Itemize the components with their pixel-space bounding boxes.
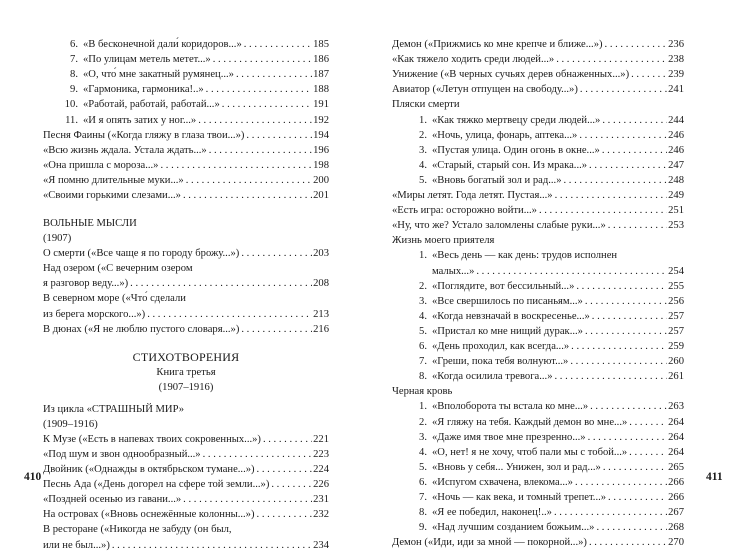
toc-entry-number: 2.: [419, 129, 427, 141]
leader-dots: [554, 505, 667, 520]
toc-entry: [43, 307, 329, 322]
toc-entry: [392, 203, 684, 218]
toc-page-number: 232: [313, 509, 329, 521]
toc-entry-title: «Своими горькими слезами...»: [43, 190, 181, 201]
leader-dots: [629, 415, 667, 430]
leader-dots: [564, 173, 668, 188]
leader-dots: [257, 462, 313, 477]
toc-entry-title: «В бесконечной дали́ коридоров...»: [83, 39, 242, 50]
toc-entry-number: 3.: [419, 295, 427, 307]
toc-page-number: 236: [668, 39, 684, 50]
leader-dots: [603, 460, 667, 475]
toc-entry: [43, 37, 329, 52]
toc-page-number: 257: [668, 310, 684, 322]
leader-dots: [579, 128, 667, 143]
toc-heading: [392, 97, 684, 112]
toc-page-number: 259: [668, 341, 684, 352]
toc-entry-title: «Поглядите, вот бессильный...»: [432, 280, 575, 292]
toc-entry-title: «Работай, работай, работай...»: [83, 99, 220, 111]
toc-heading-text: Пляски смерти: [392, 99, 460, 111]
toc-page-number: 247: [668, 159, 684, 171]
toc-entry-title: «Ночь, улица, фонарь, аптека...»: [432, 129, 578, 141]
leader-dots: [244, 37, 312, 52]
leader-dots: [241, 246, 312, 261]
toc-entry-title: Песнь Ада («День догорел на сфере той земли...»): [43, 479, 270, 491]
toc-page-number: 256: [668, 295, 684, 307]
toc-entry-title: Авиатор («Летун отпущен на свободу...»): [392, 84, 578, 96]
toc-entry-title: «Я помню длительные муки...»: [43, 174, 184, 186]
toc-entry-title: я разговор веду...»): [43, 278, 129, 290]
toc-entry: [43, 158, 329, 173]
toc-entry: [43, 113, 329, 128]
toc-page-number: 192: [313, 114, 329, 126]
leader-dots: [605, 37, 668, 52]
toc-page-number: 188: [313, 84, 329, 96]
toc-entry: [43, 246, 329, 261]
toc-page-number: 270: [668, 537, 684, 549]
toc-page-number: 244: [668, 114, 684, 126]
toc-entry-title: «Под шум и звон однообразный...»: [43, 448, 201, 460]
toc-page-number: 216: [313, 323, 329, 335]
toc-entry-number: 7.: [70, 54, 78, 66]
toc-entry-number: 7.: [419, 356, 427, 368]
toc-heading: [43, 261, 329, 276]
toc-entry: [392, 158, 684, 173]
toc-heading: [43, 522, 329, 537]
leader-dots: [476, 264, 667, 279]
toc-entry: [392, 399, 684, 414]
leader-dots: [183, 492, 312, 507]
toc-entry-number: 8.: [419, 507, 427, 519]
toc-entry-number: 6.: [419, 476, 427, 488]
toc-heading: [43, 231, 329, 246]
toc-page-number: 198: [313, 159, 329, 171]
toc-entry: [392, 67, 684, 82]
toc-entry: [392, 264, 684, 279]
toc-entry-title: «Все свершилось по писаньям...»: [432, 295, 583, 307]
leader-dots: [585, 294, 667, 309]
toc-entry-number: 9.: [419, 522, 427, 534]
toc-entry-title: «Гармоника, гармоника!..»: [83, 84, 204, 96]
toc-page-number: 246: [668, 129, 684, 141]
toc-entry: [43, 447, 329, 462]
leader-dots: [596, 520, 667, 535]
toc-page-number: 213: [313, 308, 329, 320]
leader-dots: [263, 432, 312, 447]
leader-dots: [241, 322, 312, 337]
toc-entry-title: Демон («Иди, иди за мной — покорной...»): [392, 537, 587, 549]
leader-dots: [590, 399, 667, 414]
leader-dots: [203, 447, 313, 462]
toc-entry-title: «Вновь богатый зол и рад...»: [432, 174, 562, 186]
toc-entry-title: «Вновь у себя... Унижен, зол и рад...»: [432, 461, 601, 473]
leader-dots: [589, 158, 667, 173]
section-title: Книга третья: [156, 366, 216, 378]
toc-entry-title: или не был...»): [43, 539, 110, 551]
leader-dots: [556, 52, 667, 67]
toc-page-number: 201: [313, 190, 329, 201]
leader-dots: [222, 97, 312, 112]
leader-dots: [585, 324, 667, 339]
toc-entry-number: 1.: [419, 114, 427, 126]
toc-entry-title: «Всю жизнь ждала. Устала ждать...»: [43, 144, 207, 156]
toc-entry-number: 2.: [419, 280, 427, 292]
toc-page-number: 266: [668, 476, 684, 488]
toc-entry: [392, 460, 684, 475]
toc-page-number: 191: [313, 99, 329, 111]
leader-dots: [629, 445, 667, 460]
toc-entry-title: «Греши, пока тебя волнуют...»: [432, 356, 569, 368]
toc-entry-title: «Ночь — как века, и томный трепет...»: [432, 492, 607, 503]
toc-entry-number: 3.: [419, 144, 427, 156]
toc-entry-title: «Ну, что же? Устало заломлены слабые руки...»: [392, 220, 606, 232]
toc-page-number: 268: [668, 522, 684, 534]
toc-entry-title: «Испугом схвачена, влекома...»: [432, 476, 573, 488]
toc-entry: [392, 173, 684, 188]
toc-entry: [392, 218, 684, 233]
toc-entry: [392, 505, 684, 520]
toc-entry-title: «Я гляжу на тебя. Каждый демон во мне...»: [432, 416, 628, 428]
leader-dots: [271, 477, 312, 492]
toc-entry-title: «Поздней осенью из гавани...»: [43, 494, 182, 506]
toc-page-number: 241: [668, 84, 684, 96]
toc-entry: [43, 82, 329, 97]
toc-heading-text: Жизнь моего приятеля: [392, 235, 495, 247]
toc-entry: [43, 52, 329, 67]
toc-entry: [392, 324, 684, 339]
toc-entry-title: «Вполоборота ты встала ко мне...»: [432, 401, 589, 413]
leader-dots: [539, 203, 667, 218]
toc-entry: [392, 279, 684, 294]
toc-page-number: 196: [313, 144, 329, 156]
toc-page-number: 266: [668, 492, 684, 503]
toc-entry-title: «Миры летят. Года летят. Пустая...»: [392, 190, 553, 201]
toc-entry-number: 8.: [419, 371, 427, 383]
toc-heading-text: Из цикла «СТРАШНЫЙ МИР»: [43, 403, 185, 415]
toc-page-number: 226: [313, 479, 329, 491]
leader-dots: [236, 67, 312, 82]
toc-entry-number: 1.: [419, 401, 427, 413]
toc-page-number: 263: [668, 401, 684, 413]
toc-entry-number: 8.: [70, 69, 78, 81]
toc-entry-number: 3.: [419, 431, 427, 443]
section-title: СТИХОТВОРЕНИЯ: [132, 349, 240, 364]
toc-entry: [43, 188, 329, 203]
toc-entry: [392, 475, 684, 490]
toc-entry-number: 11.: [65, 114, 78, 126]
toc-page-number: 261: [668, 371, 684, 383]
leader-dots: [608, 490, 667, 505]
toc-entry-number: 4.: [419, 310, 427, 322]
leader-dots: [608, 218, 667, 233]
toc-entry-title: «Пристал ко мне нищий дурак...»: [432, 325, 583, 337]
toc-page-number: 239: [668, 69, 684, 81]
toc-entry: [392, 535, 684, 550]
toc-entry-title: малых...»: [432, 265, 475, 277]
toc-entry-title: «Есть игра: осторожно войти...»: [392, 205, 537, 217]
leader-dots: [186, 173, 312, 188]
toc-entry: [43, 173, 329, 188]
toc-page-number: 234: [313, 539, 329, 551]
toc-entry-number: 1.: [419, 250, 427, 262]
toc-entry: [43, 538, 329, 553]
toc-entry-title: О смерти («Все чаще я по городу брожу...»): [43, 248, 240, 260]
toc-page-number: 203: [313, 248, 329, 260]
leader-dots: [160, 158, 312, 173]
leader-dots: [147, 307, 312, 322]
toc-entry-title: «О, нет! я не хочу, чтоб пали мы с тобой...»: [432, 446, 628, 458]
toc-entry-title: «День проходил, как всегда...»: [432, 341, 570, 352]
toc-heading-text: «Весь день — как день: трудов исполнен: [432, 250, 618, 262]
toc-entry-title: «И я опять затих у ног...»: [83, 114, 197, 126]
toc-entry: [392, 309, 684, 324]
leader-dots: [602, 143, 667, 158]
toc-page-number: 264: [668, 446, 684, 458]
toc-entry: [43, 322, 329, 337]
toc-entry-title: «Как тяжко мертвецу среди людей...»: [432, 114, 601, 126]
toc-entry-title: «Она пришла с мороза...»: [43, 159, 159, 171]
toc-entry-number: 4.: [419, 446, 427, 458]
leader-dots: [570, 354, 667, 369]
toc-entry: [43, 143, 329, 158]
toc-entry: [392, 339, 684, 354]
left-page-number: 410: [24, 471, 42, 483]
leader-dots: [130, 276, 312, 291]
toc-heading-text: (1907): [43, 233, 72, 245]
toc-entry: [392, 430, 684, 445]
toc-heading: [392, 384, 684, 399]
toc-entry-title: из берега морского...»): [43, 308, 146, 320]
toc-entry: [43, 276, 329, 291]
leader-dots: [246, 128, 312, 143]
toc-page-number: 264: [668, 416, 684, 428]
leader-dots: [631, 67, 667, 82]
toc-page-number: 253: [668, 220, 684, 232]
toc-page-number: 231: [313, 494, 329, 506]
toc-entry-number: 5.: [419, 174, 427, 186]
toc-page-number: 208: [313, 278, 329, 290]
toc-entry-number: 9.: [70, 84, 78, 96]
toc-entry-title: «Когда осилила тревога...»: [432, 371, 553, 383]
toc-entry: [392, 52, 684, 67]
toc-entry: [43, 477, 329, 492]
leader-dots: [183, 188, 312, 203]
toc-page-number: 200: [313, 174, 329, 186]
leader-dots: [576, 279, 667, 294]
toc-entry-title: Унижение («В черных сучьях дерев обнаженных...»): [392, 69, 630, 81]
toc-heading: [43, 402, 329, 417]
toc-page-number: 255: [668, 280, 684, 292]
toc-page-number: 257: [668, 325, 684, 337]
toc-entry: [392, 490, 684, 505]
toc-entry-title: «Над лучшим созданием божьим...»: [432, 522, 595, 534]
toc-entry: [392, 128, 684, 143]
toc-entry: [392, 369, 684, 384]
toc-page-number: 251: [668, 205, 684, 217]
toc-entry-title: В дюнах («Я не люблю пустого словаря...»): [43, 323, 240, 335]
toc-entry-number: 4.: [419, 159, 427, 171]
toc-entry-number: 6.: [70, 39, 78, 50]
leader-dots: [580, 82, 667, 97]
toc-entry-number: 2.: [419, 416, 427, 428]
toc-page-number: 224: [313, 464, 329, 476]
toc-entry: [392, 294, 684, 309]
toc-page-number: 185: [313, 39, 329, 50]
toc-entry-title: К Музе («Есть в напевах твоих сокровенных...»): [43, 433, 261, 445]
toc-page-number: 223: [313, 448, 329, 460]
leader-dots: [257, 507, 313, 522]
toc-heading-text: Над озером («С вечерним озером: [43, 263, 193, 275]
leader-dots: [206, 82, 312, 97]
toc-entry: [392, 37, 684, 52]
toc-entry: [43, 67, 329, 82]
toc-entry-title: Песня Фаины («Когда гляжу в глаза твои...»): [43, 129, 245, 141]
toc-heading: [392, 233, 684, 248]
toc-page-number: 221: [313, 433, 329, 445]
toc-entry: [392, 188, 684, 203]
leader-dots: [555, 188, 668, 203]
leader-dots: [571, 339, 667, 354]
toc-entry-title: «Пустая улица. Один огонь в окне...»: [432, 144, 600, 156]
leader-dots: [209, 143, 312, 158]
toc-entry: [392, 113, 684, 128]
toc-entry-number: 6.: [419, 341, 427, 352]
toc-entry-title: Демон («Прижмись ко мне крепче и ближе...»): [392, 39, 603, 50]
leader-dots: [555, 369, 668, 384]
toc-entry-number: 7.: [419, 492, 427, 503]
toc-entry-title: «О, что́ мне закатный румянец...»: [83, 69, 234, 81]
toc-page-number: 264: [668, 431, 684, 443]
toc-entry-number: 10.: [64, 99, 78, 111]
toc-heading: [392, 248, 684, 263]
toc-page-number: 246: [668, 144, 684, 156]
toc-heading-text: Черная кровь: [392, 386, 453, 398]
leader-dots: [198, 113, 312, 128]
toc-entry-title: «Даже имя твое мне презренно...»: [432, 431, 586, 443]
leader-dots: [602, 113, 667, 128]
toc-entry: [392, 415, 684, 430]
toc-entry: [392, 445, 684, 460]
toc-page-number: 265: [668, 461, 684, 473]
toc-entry: [392, 520, 684, 535]
toc-page-number: 267: [668, 507, 684, 519]
section-title: (1907–1916): [158, 381, 214, 393]
toc-entry-title: «По улицам метель метет...»: [83, 54, 211, 66]
toc-page-number: 254: [668, 265, 684, 277]
toc-heading: [43, 417, 329, 432]
toc-heading: [43, 291, 329, 306]
toc-entry: [43, 97, 329, 112]
toc-entry-title: На островах («Вновь оснежённые колонны...»): [43, 509, 255, 521]
leader-dots: [592, 309, 667, 324]
toc-entry-title: «Когда невзначай в воскресенье...»: [432, 310, 590, 322]
toc-page-number: 248: [668, 174, 684, 186]
toc-heading: [43, 216, 329, 231]
toc-entry: [392, 82, 684, 97]
toc-page-number: 238: [668, 54, 684, 66]
toc-entry-number: 5.: [419, 461, 427, 473]
toc-heading-text: В северном море («Что́ сделали: [43, 293, 186, 305]
leader-dots: [588, 430, 668, 445]
toc-entry-title: «Как тяжело ходить среди людей...»: [392, 54, 555, 66]
toc-entry: [43, 128, 329, 143]
toc-entry: [392, 143, 684, 158]
toc-entry: [43, 432, 329, 447]
leader-dots: [112, 538, 312, 553]
toc-entry: [43, 492, 329, 507]
leader-dots: [575, 475, 667, 490]
toc-entry-title: «Я ее победил, наконец!..»: [432, 507, 552, 519]
toc-entry: [392, 354, 684, 369]
leader-dots: [213, 52, 312, 67]
toc-page-number: 260: [668, 356, 684, 368]
toc-page-number: 249: [668, 190, 684, 201]
toc-page-number: 187: [313, 69, 329, 81]
toc-page-number: 186: [313, 54, 329, 66]
toc-page-number: 194: [313, 129, 329, 141]
toc-heading-text: ВОЛЬНЫЕ МЫСЛИ: [43, 217, 137, 229]
toc-entry: [43, 507, 329, 522]
toc-entry-number: 5.: [419, 325, 427, 337]
right-page-number: 411: [706, 471, 723, 483]
leader-dots: [589, 535, 667, 550]
toc-heading-text: В ресторане («Никогда не забуду (он был,: [43, 524, 232, 536]
toc-entry: [43, 462, 329, 477]
toc-entry-title: «Старый, старый сон. Из мрака...»: [432, 159, 588, 171]
toc-heading-text: (1909–1916): [43, 418, 98, 430]
toc-entry-title: Двойник («Однажды в октябрьском тумане...»): [43, 464, 255, 476]
